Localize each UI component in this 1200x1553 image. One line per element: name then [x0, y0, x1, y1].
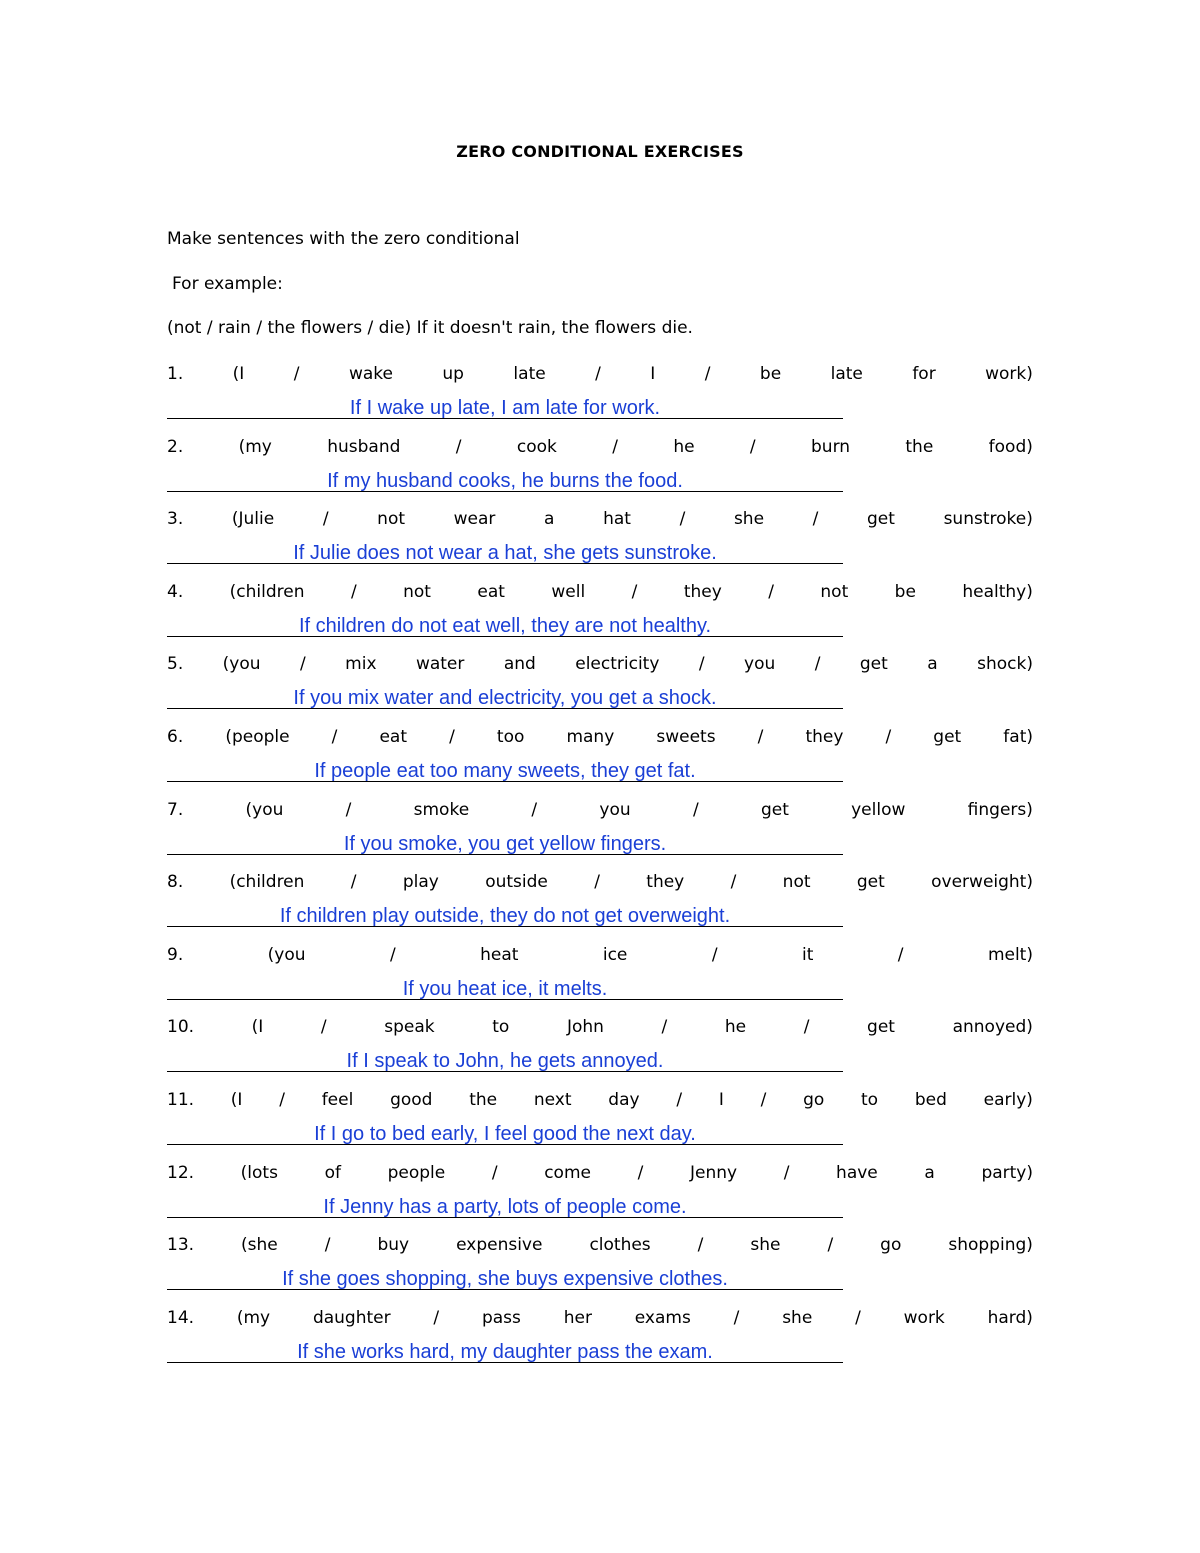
prompt-word: bed [914, 1090, 947, 1110]
answer-text: If you smoke, you get yellow fingers. [343, 832, 667, 855]
prompt-word: / [814, 654, 821, 675]
prompt-word: heat [480, 944, 519, 965]
prompt-word: too [496, 727, 525, 747]
prompt-word: / [760, 1090, 767, 1110]
prompt-word: / [637, 1162, 644, 1183]
exercise-prompt [167, 508, 1033, 530]
prompt-word: have [836, 1162, 878, 1183]
prompt-word: sweets [656, 727, 716, 747]
prompt-word: John [566, 1017, 604, 1038]
exercise-prompt [167, 1307, 1033, 1329]
page-title: ZERO CONDITIONAL EXERCISES [456, 142, 744, 161]
prompt-word: well [551, 581, 586, 602]
prompt-word: go [880, 1235, 902, 1256]
prompt-word: not [403, 581, 431, 602]
prompt-word: wear [453, 509, 496, 530]
prompt-word: not [782, 872, 811, 893]
answer-line [167, 392, 843, 419]
prompt-word: / [679, 509, 686, 530]
prompt-word: (children [229, 581, 305, 602]
answer-text: If my husband cooks, he burns the food. [327, 469, 683, 492]
answer-text: If I wake up late, I am late for work. [349, 397, 661, 419]
prompt-word: / [697, 1235, 704, 1256]
exercise-number: 4. [167, 581, 184, 602]
prompt-word: up [442, 364, 464, 384]
prompt-word: get [867, 1017, 895, 1038]
prompt-word: (you [222, 654, 261, 675]
prompt-word: (I [230, 1090, 243, 1110]
prompt-word: eat [379, 727, 408, 747]
prompt-word: I [718, 1090, 724, 1110]
prompt-word: / [531, 799, 538, 820]
prompt-word: (Julie [231, 509, 275, 530]
exercise-item [167, 653, 1033, 710]
exercise-item [167, 871, 1033, 928]
prompt-word: mix [345, 654, 377, 675]
prompt-word: he [673, 436, 695, 457]
prompt-word: come [544, 1162, 591, 1183]
prompt-word: to [861, 1090, 879, 1110]
answer-text: If I go to bed early, I feel good the next day. [314, 1123, 696, 1145]
answer-text: If she goes shopping, she buys expensive clothes. [282, 1268, 728, 1291]
prompt-word: food) [988, 436, 1033, 457]
exercise-item [167, 726, 1033, 782]
prompt-word: good [390, 1090, 433, 1110]
prompt-word: they [646, 872, 685, 893]
answer-line [167, 755, 843, 782]
exercise-number: 9. [167, 944, 184, 965]
prompt-word: outside [485, 872, 548, 893]
prompt-word: / [631, 581, 638, 602]
prompt-word: cook [516, 436, 557, 457]
exercise-number: 3. [167, 509, 184, 530]
prompt-word: / [711, 944, 718, 965]
exercise-item [167, 1162, 1033, 1218]
exercise-item [167, 1016, 1033, 1073]
prompt-word: her [563, 1307, 592, 1328]
prompt-word: eat [477, 581, 505, 602]
exercise-prompt [167, 653, 1033, 675]
prompt-word: melt) [987, 944, 1033, 965]
prompt-word: late [830, 364, 863, 384]
exercise-number: 14. [167, 1307, 195, 1328]
prompt-word: / [299, 654, 306, 675]
prompt-word: party) [981, 1162, 1033, 1183]
prompt-word: daughter [312, 1307, 391, 1328]
prompt-word: get [867, 509, 895, 530]
prompt-word: / [897, 944, 904, 965]
prompt-word: you [744, 654, 776, 675]
prompt-word: / [279, 1090, 285, 1110]
prompt-word: buy [377, 1235, 410, 1256]
prompt-word: (lots [240, 1162, 278, 1183]
prompt-word: day [608, 1090, 640, 1110]
exercise-item [167, 1307, 1033, 1363]
prompt-word: / [692, 799, 699, 820]
prompt-word: many [566, 727, 615, 747]
prompt-word: / [322, 509, 329, 530]
answer-text: If you mix water and electricity, you get a shock. [293, 687, 717, 710]
prompt-word: they [683, 581, 722, 602]
prompt-word: he [724, 1017, 747, 1038]
prompt-word: / [803, 1017, 810, 1038]
prompt-word: the [905, 436, 934, 457]
exercise-item [167, 944, 1033, 1000]
prompt-word: and [503, 654, 536, 675]
prompt-word: overweight) [931, 872, 1033, 893]
prompt-word: to [492, 1017, 510, 1038]
answer-line [167, 828, 843, 855]
prompt-word: she [782, 1307, 813, 1328]
prompt-word: / [704, 364, 711, 384]
prompt-word: be [759, 364, 782, 384]
prompt-word: (children [229, 872, 305, 893]
prompt-word: it [801, 944, 814, 965]
prompt-word: / [293, 364, 300, 384]
prompt-word: / [389, 944, 396, 965]
prompt-word: the [469, 1090, 498, 1110]
prompt-word: ice [602, 944, 628, 965]
prompt-word: / [345, 799, 352, 820]
exercise-number: 2. [167, 436, 184, 457]
prompt-word: a [924, 1162, 935, 1183]
exercise-prompt [167, 581, 1033, 603]
prompt-word: hat [603, 509, 631, 530]
answer-text: If people eat too many sweets, they get fat. [314, 760, 696, 782]
exercise-number: 10. [167, 1017, 195, 1038]
prompt-word: of [324, 1162, 341, 1183]
exercise-item [167, 581, 1033, 637]
prompt-word: / [594, 872, 600, 893]
answer-text: If Jenny has a party, lots of people come. [323, 1195, 687, 1218]
prompt-word: / [757, 727, 764, 747]
prompt-word: / [491, 1162, 498, 1183]
prompt-word: be [894, 581, 916, 602]
exercise-number: 13. [167, 1235, 195, 1256]
prompt-word: get [856, 872, 885, 893]
prompt-word: / [612, 436, 618, 457]
answer-line [167, 537, 843, 564]
prompt-word: (I [232, 364, 245, 384]
prompt-word: / [320, 1017, 327, 1038]
prompt-word: / [855, 1307, 861, 1328]
prompt-word: / [661, 1017, 668, 1038]
exercise-prompt [167, 871, 1033, 893]
prompt-word: yellow [851, 799, 906, 820]
answer-line [167, 1336, 843, 1363]
prompt-word: clothes [589, 1235, 651, 1256]
exercise-prompt [167, 944, 1033, 966]
prompt-word: husband [327, 436, 401, 457]
prompt-word: / [783, 1162, 790, 1183]
prompt-word: shock) [977, 654, 1033, 675]
prompt-word: smoke [413, 799, 470, 820]
answer-line [167, 900, 843, 927]
answer-line [167, 610, 843, 637]
answer-text: If children play outside, they do not get overweight. [279, 905, 731, 928]
exercise-number: 1. [167, 364, 184, 384]
prompt-word: not [377, 509, 406, 530]
prompt-word: early) [983, 1090, 1033, 1110]
answer-line [167, 1045, 843, 1072]
prompt-word: expensive [456, 1235, 543, 1256]
prompt-word: / [676, 1090, 683, 1110]
prompt-word: Jenny [689, 1162, 738, 1183]
prompt-word: / [812, 509, 819, 530]
prompt-word: / [455, 436, 462, 457]
prompt-word: electricity [575, 654, 660, 675]
prompt-word: fat) [1003, 727, 1033, 747]
exercise-number: 8. [167, 872, 184, 893]
prompt-word: / [449, 727, 455, 747]
prompt-word: exams [634, 1307, 691, 1328]
prompt-word: / [768, 581, 774, 602]
prompt-word: for [912, 364, 936, 384]
answer-line [167, 1118, 843, 1145]
exercise-item [167, 1234, 1033, 1291]
prompt-word: people [387, 1162, 446, 1183]
answer-text: If Julie does not wear a hat, she gets sunstroke. [293, 542, 717, 565]
exercise-prompt [167, 799, 1033, 821]
prompt-word: (you [267, 944, 306, 965]
prompt-word: she [733, 509, 765, 530]
prompt-word: (I [251, 1017, 264, 1038]
prompt-word: (she [241, 1235, 278, 1256]
prompt-word: late [513, 364, 546, 384]
prompt-word: you [599, 799, 631, 820]
prompt-word: / [331, 727, 338, 747]
prompt-word: / [698, 654, 705, 675]
prompt-word: I [650, 364, 656, 384]
prompt-word: / [350, 581, 357, 602]
prompt-word: get [760, 799, 789, 820]
prompt-word: (people [225, 727, 290, 747]
prompt-word: / [885, 727, 892, 747]
prompt-word: get [933, 727, 962, 747]
prompt-word: next [533, 1090, 572, 1110]
answer-line [167, 1191, 843, 1218]
prompt-word: go [803, 1090, 825, 1110]
example-sentence: (not / rain / the flowers / die) If it doesn't rain, the flowers die. [167, 318, 693, 338]
prompt-word: (my [238, 436, 272, 457]
prompt-word: / [595, 364, 601, 384]
prompt-word: speak [384, 1017, 435, 1038]
answer-text: If you heat ice, it melts. [402, 977, 608, 1000]
answer-line [167, 465, 843, 492]
exercise-prompt [167, 1089, 1033, 1111]
exercise-item [167, 508, 1033, 565]
prompt-word: get [859, 654, 888, 675]
exercise-number: 11. [167, 1090, 195, 1110]
exercise-prompt [167, 363, 1033, 385]
exercise-prompt [167, 1016, 1033, 1038]
exercise-prompt [167, 1162, 1033, 1184]
prompt-word: water [415, 654, 465, 675]
exercise-prompt [167, 1234, 1033, 1256]
example-label: For example: [172, 274, 283, 294]
prompt-word: feel [321, 1090, 354, 1110]
prompt-word: / [324, 1235, 331, 1256]
exercise-item [167, 799, 1033, 855]
answer-line [167, 973, 843, 1000]
prompt-word: / [730, 872, 737, 893]
prompt-word: annoyed) [952, 1017, 1033, 1038]
prompt-word: / [749, 436, 756, 457]
prompt-word: fingers) [967, 799, 1033, 820]
prompt-word: healthy) [962, 581, 1033, 602]
exercise-number: 5. [167, 654, 184, 675]
prompt-word: / [733, 1307, 740, 1328]
prompt-word: sunstroke) [943, 509, 1033, 530]
exercise-item [167, 436, 1033, 492]
exercise-number: 7. [167, 799, 184, 820]
prompt-word: play [402, 872, 439, 893]
instruction-text: Make sentences with the zero conditional [167, 229, 520, 249]
prompt-word: / [350, 872, 357, 893]
prompt-word: shopping) [948, 1235, 1033, 1256]
exercise-number: 12. [167, 1162, 195, 1183]
prompt-word: (you [245, 799, 284, 820]
exercise-item [167, 1089, 1033, 1145]
answer-line [167, 682, 843, 709]
prompt-word: they [805, 727, 844, 747]
prompt-word: hard) [987, 1307, 1033, 1328]
exercise-prompt [167, 436, 1033, 458]
answer-text: If I speak to John, he gets annoyed. [346, 1050, 664, 1073]
exercise-item [167, 363, 1033, 419]
prompt-word: work) [985, 364, 1033, 384]
exercise-number: 6. [167, 727, 184, 747]
prompt-word: wake [348, 364, 393, 384]
prompt-word: / [827, 1235, 834, 1256]
exercise-prompt [167, 726, 1033, 748]
prompt-word: / [433, 1307, 440, 1328]
prompt-word: she [750, 1235, 781, 1256]
prompt-word: pass [481, 1307, 521, 1328]
answer-text: If she works hard, my daughter pass the exam. [297, 1340, 713, 1363]
prompt-word: not [820, 581, 849, 602]
answer-line [167, 1263, 843, 1290]
prompt-word: work [903, 1307, 945, 1328]
answer-text: If children do not eat well, they are not healthy. [298, 614, 712, 637]
prompt-word: a [544, 509, 555, 530]
prompt-word: (my [236, 1307, 271, 1328]
prompt-word: burn [811, 436, 851, 457]
prompt-word: a [927, 654, 938, 675]
